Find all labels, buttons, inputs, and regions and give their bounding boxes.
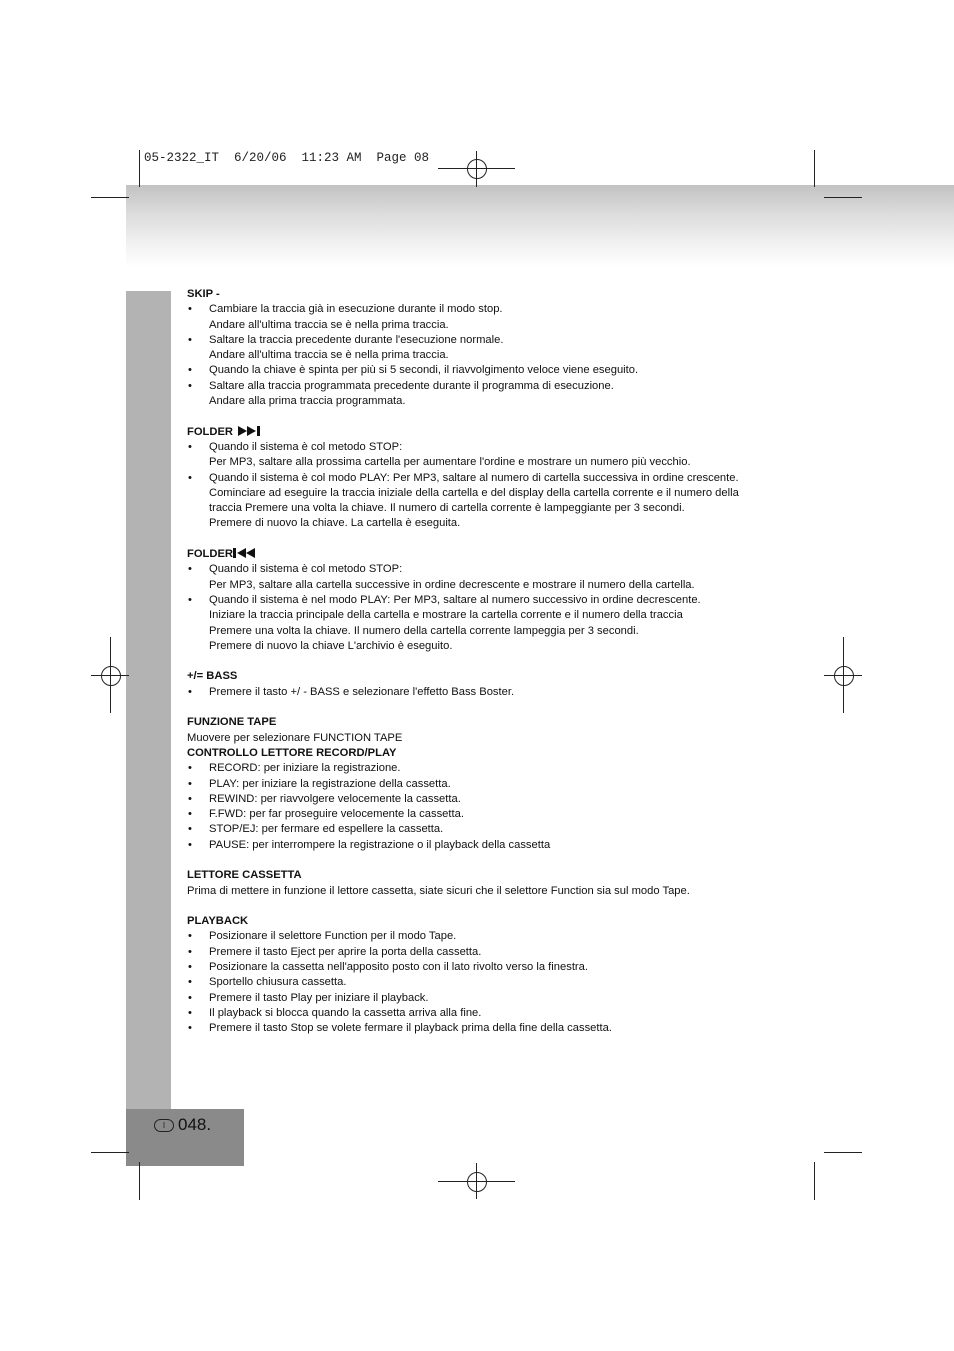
list-item-line: Premere di nuovo la chiave L'archivio è eseguito. xyxy=(209,639,453,652)
manual-content xyxy=(187,287,787,1052)
section-cassette xyxy=(187,868,787,899)
list-item-line: • Posizionare la cassetta nell'apposito posto con il lato rivolto verso la finestra. xyxy=(209,961,588,974)
section-heading: SKIP - xyxy=(187,288,220,300)
list-item xyxy=(187,945,787,960)
section-tape xyxy=(187,715,787,853)
section-subheading: CONTROLLO LETTORE RECORD/PLAY xyxy=(187,746,397,759)
list-item xyxy=(187,685,787,700)
list-item-line: • RECORD: per iniziare la registrazione. xyxy=(209,762,401,775)
list-item-line: • Premere il tasto Play per iniziare il playback. xyxy=(209,991,429,1004)
language-badge: I xyxy=(154,1119,174,1132)
section-heading xyxy=(187,425,787,440)
crop-mark xyxy=(814,1162,815,1200)
page-number: 048. xyxy=(178,1115,212,1134)
bullet-list xyxy=(187,302,787,409)
section-heading: FUNZIONE TAPE xyxy=(187,716,277,729)
section-heading: PLAYBACK xyxy=(187,915,249,928)
list-item xyxy=(187,807,787,822)
list-item-line: • Il playback si blocca quando la cassetta arriva alla fine. xyxy=(209,1006,482,1019)
list-item-line: Andare alla prima traccia programmata. xyxy=(209,395,406,408)
print-slug: 05-2322_IT 6/20/06 11:23 AM Page 08 xyxy=(144,151,430,165)
list-item xyxy=(187,929,787,944)
list-item-line: Per MP3, saltare alla prossima cartella per aumentare l'ordine e mostrare un numero più vecchio. xyxy=(209,456,691,469)
section-heading xyxy=(187,547,787,562)
bullet-list xyxy=(187,761,787,853)
section-folder-prev xyxy=(187,547,787,654)
list-item-line: • Premere il tasto Eject per aprire la porta della cassetta. xyxy=(209,945,482,958)
crop-mark xyxy=(139,1162,140,1200)
list-item xyxy=(187,761,787,776)
skip-forward-icon xyxy=(238,426,262,436)
list-item xyxy=(187,1021,787,1036)
section-skip xyxy=(187,287,787,409)
list-item-line: • Cambiare la traccia già in esecuzione durante il modo stop. xyxy=(209,303,503,316)
list-item-line: • Saltare la traccia precedente durante l'esecuzione normale. xyxy=(209,333,504,346)
section-bass xyxy=(187,669,787,700)
list-item-line: • Quando il sistema è col metodo STOP: xyxy=(209,440,403,453)
list-item xyxy=(187,440,787,471)
list-item-line: • Quando il sistema è col metodo STOP: xyxy=(209,563,403,576)
skip-back-icon xyxy=(233,548,257,558)
list-item-line: Premere di nuovo la chiave. La cartella è eseguita. xyxy=(209,517,461,530)
crop-mark xyxy=(824,1152,862,1153)
bullet-list xyxy=(187,929,787,1036)
list-item xyxy=(187,838,787,853)
crop-mark xyxy=(139,150,140,187)
list-item-line: • Premere il tasto +/ - BASS e selezionare l'effetto Bass Boster. xyxy=(209,685,515,698)
bullet-list xyxy=(187,685,787,700)
list-item-line: • Posizionare il selettore Function per il modo Tape. xyxy=(209,930,457,943)
list-item xyxy=(187,333,787,364)
list-item-line: • Quando la chiave è spinta per più si 5 secondi, il riavvolgimento veloce viene eseguito. xyxy=(209,364,639,377)
list-item xyxy=(187,363,787,378)
list-item-line: traccia Premere una volta la chiave. Il numero di cartella corrente è lampeggiante per 3 secondi. xyxy=(209,502,685,515)
bullet-list xyxy=(187,562,787,654)
list-item-line: Iniziare la traccia principale della cartella e mostrare la cartella corrente e il numero della traccia xyxy=(209,609,683,622)
list-item xyxy=(187,593,787,654)
section-text: Muovere per selezionare FUNCTION TAPE xyxy=(187,731,403,744)
list-item xyxy=(187,975,787,990)
list-item-line: • STOP/EJ: per fermare ed espellere la cassetta. xyxy=(209,823,444,836)
list-item xyxy=(187,379,787,410)
list-item-line: • REWIND: per riavvolgere velocemente la cassetta. xyxy=(209,792,461,805)
list-item xyxy=(187,960,787,975)
section-folder-next xyxy=(187,425,787,532)
list-item xyxy=(187,777,787,792)
list-item-line: • Sportello chiusura cassetta. xyxy=(209,976,347,989)
list-item-line: • Premere il tasto Stop se volete fermare il playback prima della fine della cassetta. xyxy=(209,1022,612,1035)
list-item xyxy=(187,302,787,333)
section-heading: LETTORE CASSETTA xyxy=(187,869,302,882)
side-bar xyxy=(126,291,171,1109)
list-item-line: Per MP3, saltare alla cartella successive in ordine decrescente e mostrare il numero della cartella. xyxy=(209,578,695,591)
crop-mark xyxy=(814,150,815,187)
section-heading-text: FOLDER xyxy=(187,548,233,561)
crop-mark xyxy=(91,1152,129,1153)
list-item-line: • PAUSE: per interrompere la registrazione o il playback della cassetta xyxy=(209,838,551,851)
list-item xyxy=(187,471,787,532)
list-item-line: • Saltare alla traccia programmata precedente durante il programma di esecuzione. xyxy=(209,379,614,392)
list-item xyxy=(187,562,787,593)
list-item-line: Andare all'ultima traccia se è nella prima traccia. xyxy=(209,349,449,362)
list-item-line: Premere una volta la chiave. Il numero della cartella corrente lampeggia per 3 secondi. xyxy=(209,624,639,637)
section-heading-text: FOLDER xyxy=(187,425,233,438)
list-item xyxy=(187,822,787,837)
list-item-line: Andare all'ultima traccia se è nella prima traccia. xyxy=(209,318,449,331)
list-item-line: Cominciare ad eseguire la traccia iniziale della cartella e del display della cartella corrente e il numero della xyxy=(209,486,739,499)
section-text: Prima di mettere in funzione il lettore cassetta, siate sicuri che il selettore Function sia sul modo Tape. xyxy=(187,884,690,897)
list-item-line: • PLAY: per iniziare la registrazione della cassetta. xyxy=(209,777,451,790)
list-item xyxy=(187,1006,787,1021)
crop-mark xyxy=(824,197,862,198)
section-heading: +/= BASS xyxy=(187,670,238,683)
crop-mark xyxy=(91,197,129,198)
list-item-line: • Quando il sistema è col modo PLAY: Per MP3, saltare al numero di cartella successiva in ordine crescente. xyxy=(209,471,739,484)
list-item xyxy=(187,792,787,807)
list-item-line: • F.FWD: per far proseguire velocemente la cassetta. xyxy=(209,808,464,821)
list-item xyxy=(187,991,787,1006)
list-item-line: • Quando il sistema è nel modo PLAY: Per MP3, saltare al numero successivo in ordine decrescente. xyxy=(209,593,701,606)
bullet-list xyxy=(187,440,787,532)
section-playback xyxy=(187,914,787,1036)
